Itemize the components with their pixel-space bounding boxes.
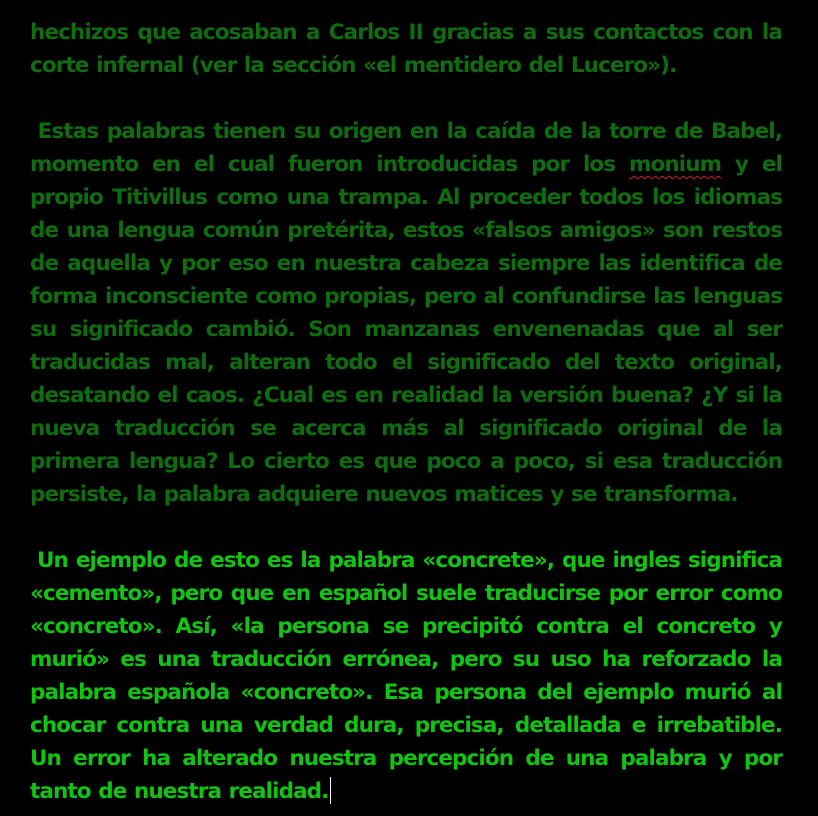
paragraph-2[interactable]: [30, 115, 790, 511]
paragraph-1-text: hechizos que acosaban a Carlos II gracias a sus contactos con la corte infernal (ver la sección «el mentidero del Lucero»).: [30, 20, 782, 78]
paragraph-2-text-before: Estas palabras tienen su origen en la caída de la torre de Babel, momento en el cual fueron introducidas por los: [30, 119, 790, 177]
text-caret: [330, 777, 331, 804]
document-body[interactable]: [30, 16, 790, 808]
paragraph-spacer: [30, 82, 782, 115]
paragraph-2-text-after: y el propio Titivillus como una trampa. Al proceder todos los idiomas de una lengua común pretérita, estos «falsos amigos» son restos de aquella y por eso en nuestra cabeza siempre las identifica de forma inconsciente como propias, pero al confundirse las lenguas su significado cambió. Son manzanas envenenadas que al ser traducidas mal, alteran todo el significado del texto original, desatando el caos. ¿Cual es en realidad la versión buena? ¿Y si la nueva traducción se acerca más al significado original de la primera lengua? Lo cierto es que poco a poco, si esa traducción persiste, la palabra adquiere nuevos matices y se transforma.: [30, 152, 790, 507]
paragraph-3-text: Un ejemplo de esto es la palabra «concrete», que ingles significa «cemento», pero que en español suele traducirse por error como «concreto». Así, «la persona se precipitó contra el concreto y murió» es una traducción errónea, pero su uso ha reforzado la palabra española «concreto». Esa persona del ejemplo murió al chocar contra una verdad dura, precisa, detallada e irrebatible. Un error ha alterado nuestra percepción de una palabra y por tanto de nuestra realidad.: [30, 548, 790, 804]
spellcheck-flagged-word[interactable]: monium: [628, 152, 722, 177]
paragraph-spacer: [30, 511, 782, 544]
paragraph-3[interactable]: [30, 544, 790, 808]
paragraph-1[interactable]: [30, 16, 782, 82]
